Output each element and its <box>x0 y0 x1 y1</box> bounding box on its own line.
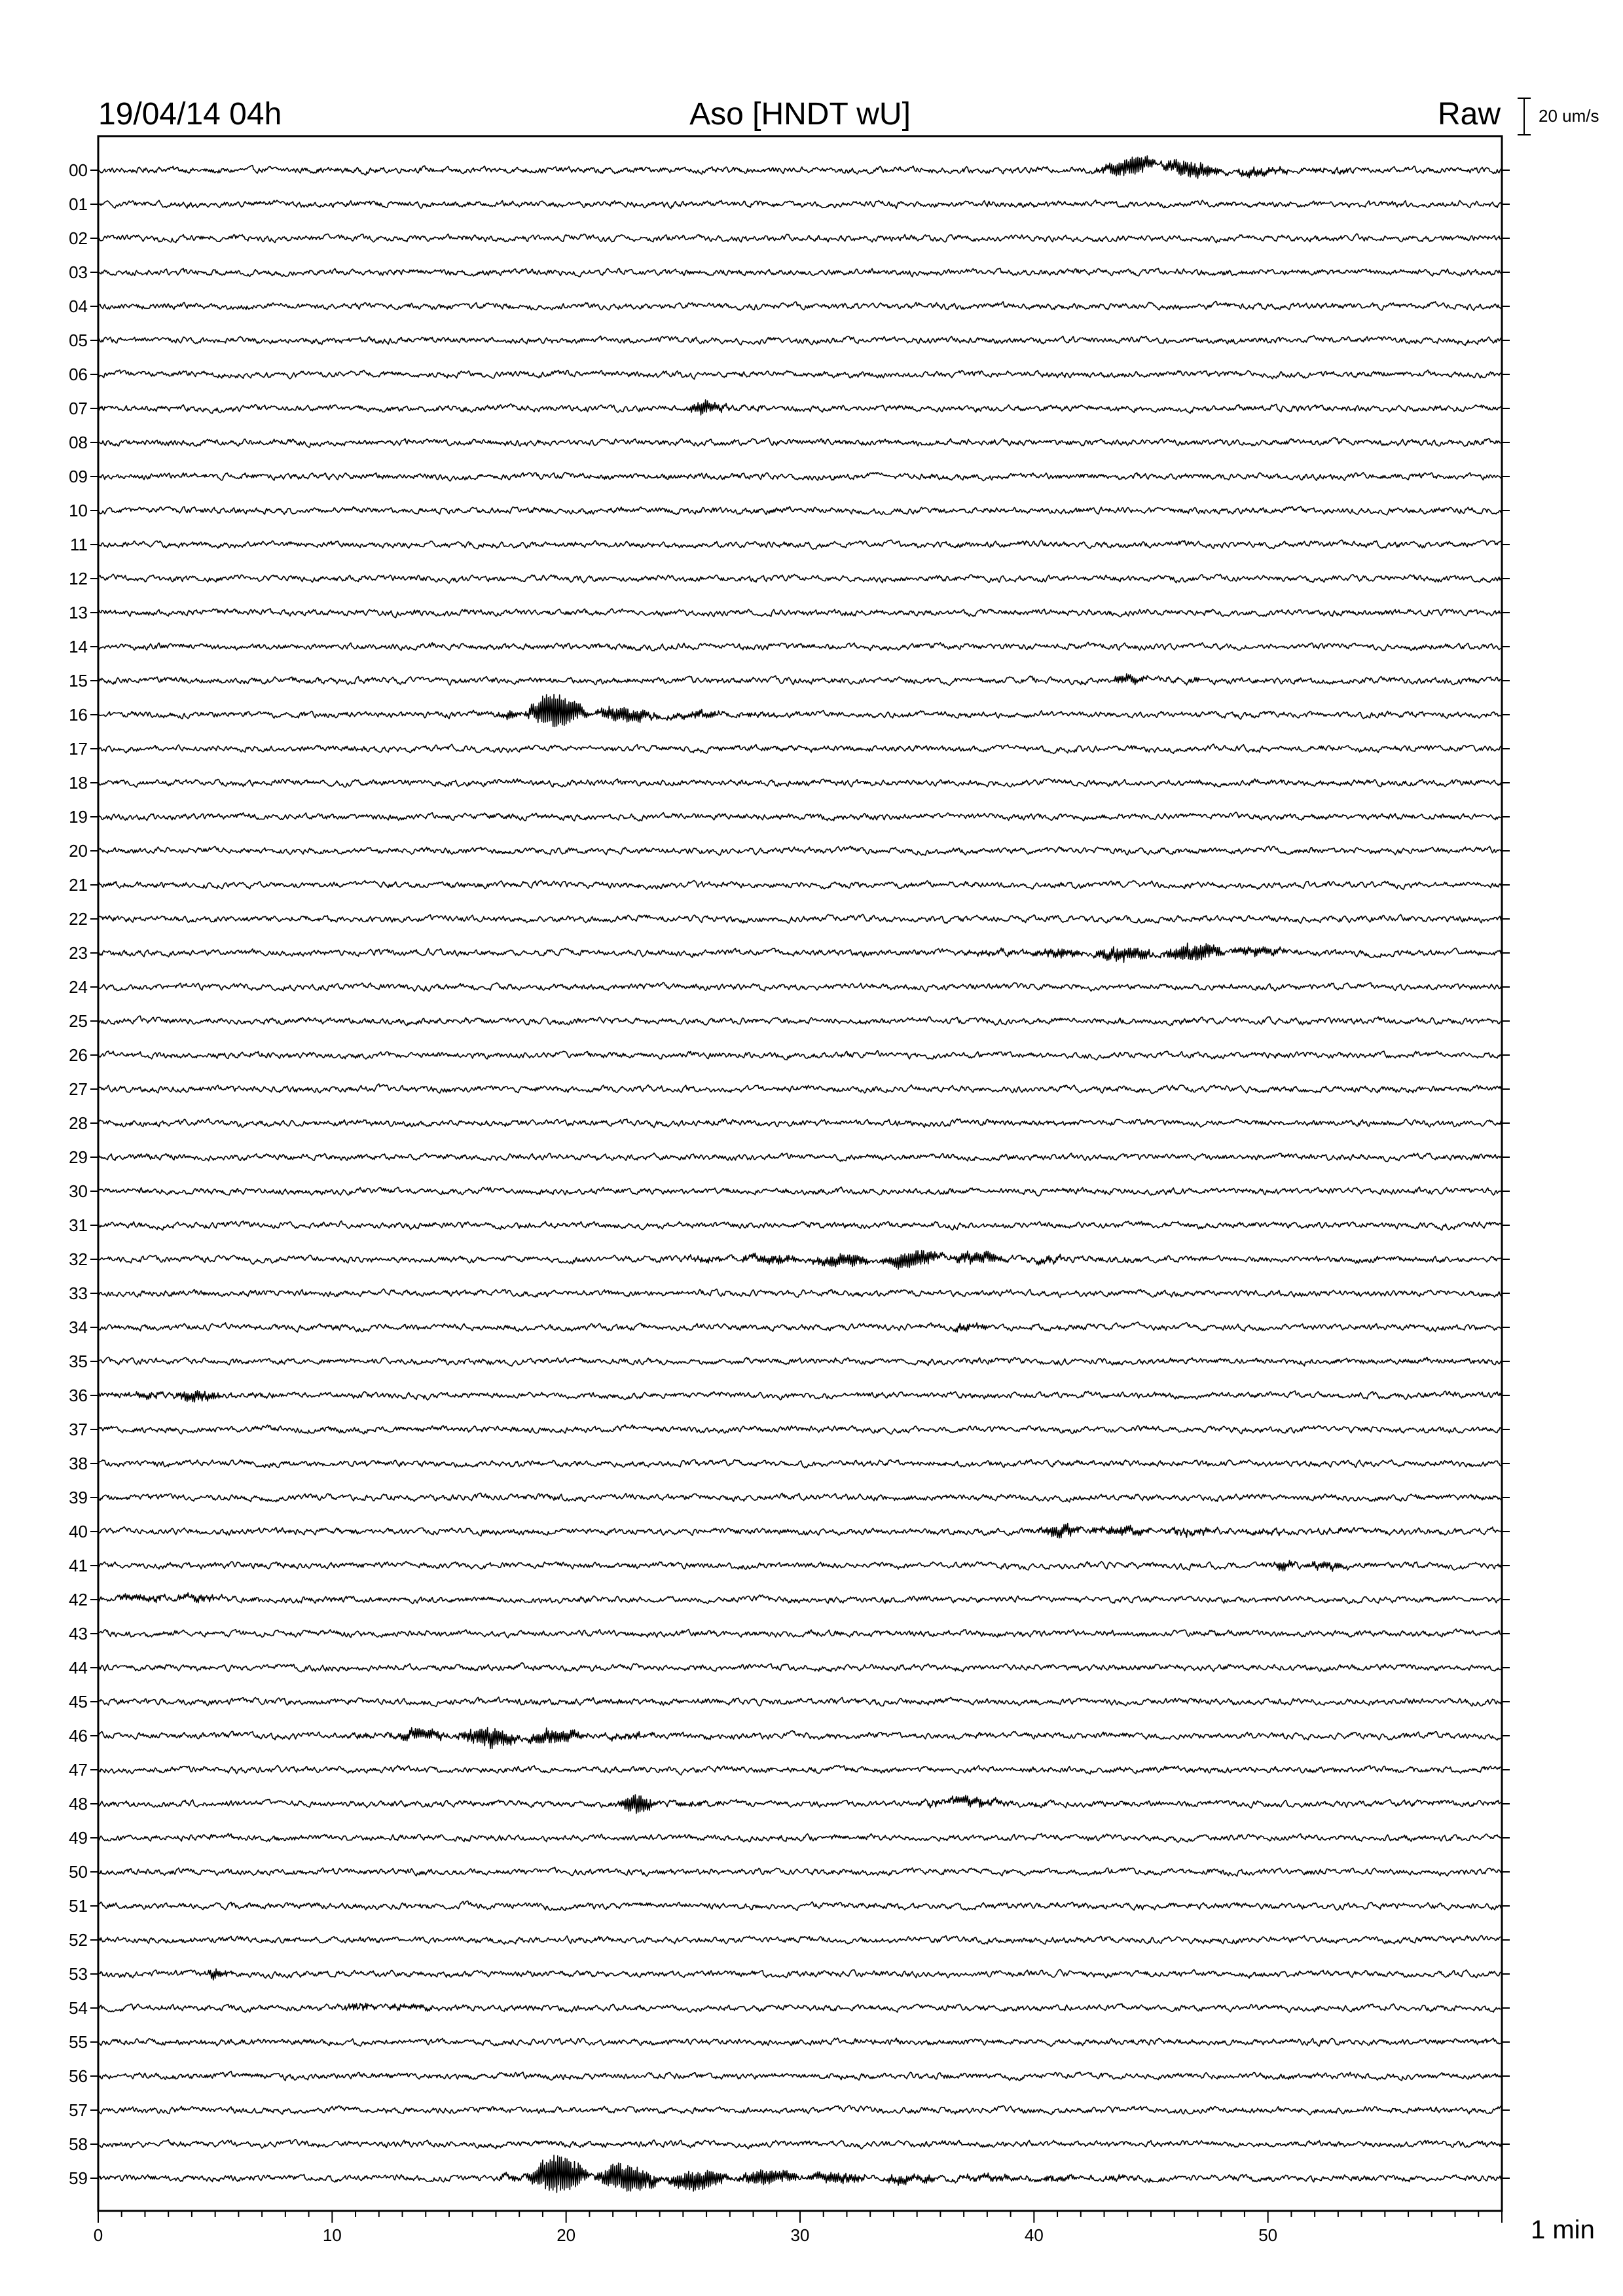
row-label-37: 37 <box>69 1420 88 1439</box>
x-tick-label-40: 40 <box>1024 2225 1044 2245</box>
row-label-30: 30 <box>69 1181 88 1201</box>
row-label-09: 09 <box>69 467 88 486</box>
x-tick-label-50: 50 <box>1258 2225 1278 2245</box>
row-label-16: 16 <box>69 705 88 725</box>
row-label-58: 58 <box>69 2134 88 2154</box>
row-label-03: 03 <box>69 262 88 282</box>
row-label-23: 23 <box>69 943 88 963</box>
row-label-56: 56 <box>69 2066 88 2086</box>
row-label-43: 43 <box>69 1624 88 1643</box>
row-label-51: 51 <box>69 1896 88 1916</box>
row-label-15: 15 <box>69 671 88 691</box>
row-label-25: 25 <box>69 1011 88 1031</box>
row-label-46: 46 <box>69 1726 88 1746</box>
row-label-53: 53 <box>69 1964 88 1984</box>
row-label-40: 40 <box>69 1522 88 1541</box>
row-label-17: 17 <box>69 739 88 759</box>
row-label-48: 48 <box>69 1794 88 1814</box>
row-label-20: 20 <box>69 841 88 861</box>
row-label-29: 29 <box>69 1147 88 1167</box>
header-datetime: 19/04/14 04h <box>98 97 282 132</box>
row-label-34: 34 <box>69 1318 88 1337</box>
row-label-11: 11 <box>70 535 88 554</box>
row-label-14: 14 <box>69 637 88 656</box>
chart-title: Aso [HNDT wU] <box>689 97 911 132</box>
row-label-01: 01 <box>69 194 88 214</box>
row-label-12: 12 <box>69 569 88 588</box>
row-label-39: 39 <box>69 1488 88 1507</box>
row-label-49: 49 <box>69 1828 88 1848</box>
row-label-13: 13 <box>69 603 88 622</box>
row-label-18: 18 <box>69 773 88 793</box>
row-label-33: 33 <box>69 1283 88 1303</box>
row-label-02: 02 <box>69 228 88 248</box>
row-label-00: 00 <box>69 160 88 180</box>
row-label-47: 47 <box>69 1760 88 1780</box>
row-label-28: 28 <box>69 1113 88 1133</box>
row-label-26: 26 <box>69 1045 88 1065</box>
row-label-21: 21 <box>69 875 88 895</box>
row-label-04: 04 <box>69 296 88 316</box>
row-label-41: 41 <box>69 1556 88 1575</box>
row-label-44: 44 <box>69 1658 88 1677</box>
row-label-19: 19 <box>69 807 88 827</box>
duration-label: 1 min <box>1531 2215 1595 2244</box>
row-label-06: 06 <box>69 365 88 384</box>
row-label-31: 31 <box>69 1215 88 1235</box>
scale-bar-label: 20 um/s <box>1539 106 1599 126</box>
row-label-08: 08 <box>69 433 88 452</box>
row-label-07: 07 <box>69 399 88 418</box>
x-tick-label-30: 30 <box>790 2225 810 2245</box>
row-label-55: 55 <box>69 2032 88 2052</box>
row-label-24: 24 <box>69 977 88 997</box>
row-label-32: 32 <box>69 1249 88 1269</box>
row-label-42: 42 <box>69 1590 88 1609</box>
x-tick-label-0: 0 <box>93 2225 103 2245</box>
row-label-36: 36 <box>69 1386 88 1405</box>
row-label-45: 45 <box>69 1692 88 1712</box>
row-label-35: 35 <box>69 1352 88 1371</box>
row-label-59: 59 <box>69 2168 88 2188</box>
row-label-27: 27 <box>69 1079 88 1099</box>
row-label-22: 22 <box>69 909 88 929</box>
x-tick-label-20: 20 <box>556 2225 576 2245</box>
row-label-50: 50 <box>69 1862 88 1882</box>
mode-label: Raw <box>1437 97 1501 132</box>
row-label-05: 05 <box>69 331 88 350</box>
row-label-54: 54 <box>69 1998 88 2018</box>
row-label-57: 57 <box>69 2100 88 2120</box>
x-tick-label-10: 10 <box>322 2225 342 2245</box>
row-label-38: 38 <box>69 1454 88 1473</box>
row-label-52: 52 <box>69 1930 88 1950</box>
row-label-10: 10 <box>69 501 88 520</box>
